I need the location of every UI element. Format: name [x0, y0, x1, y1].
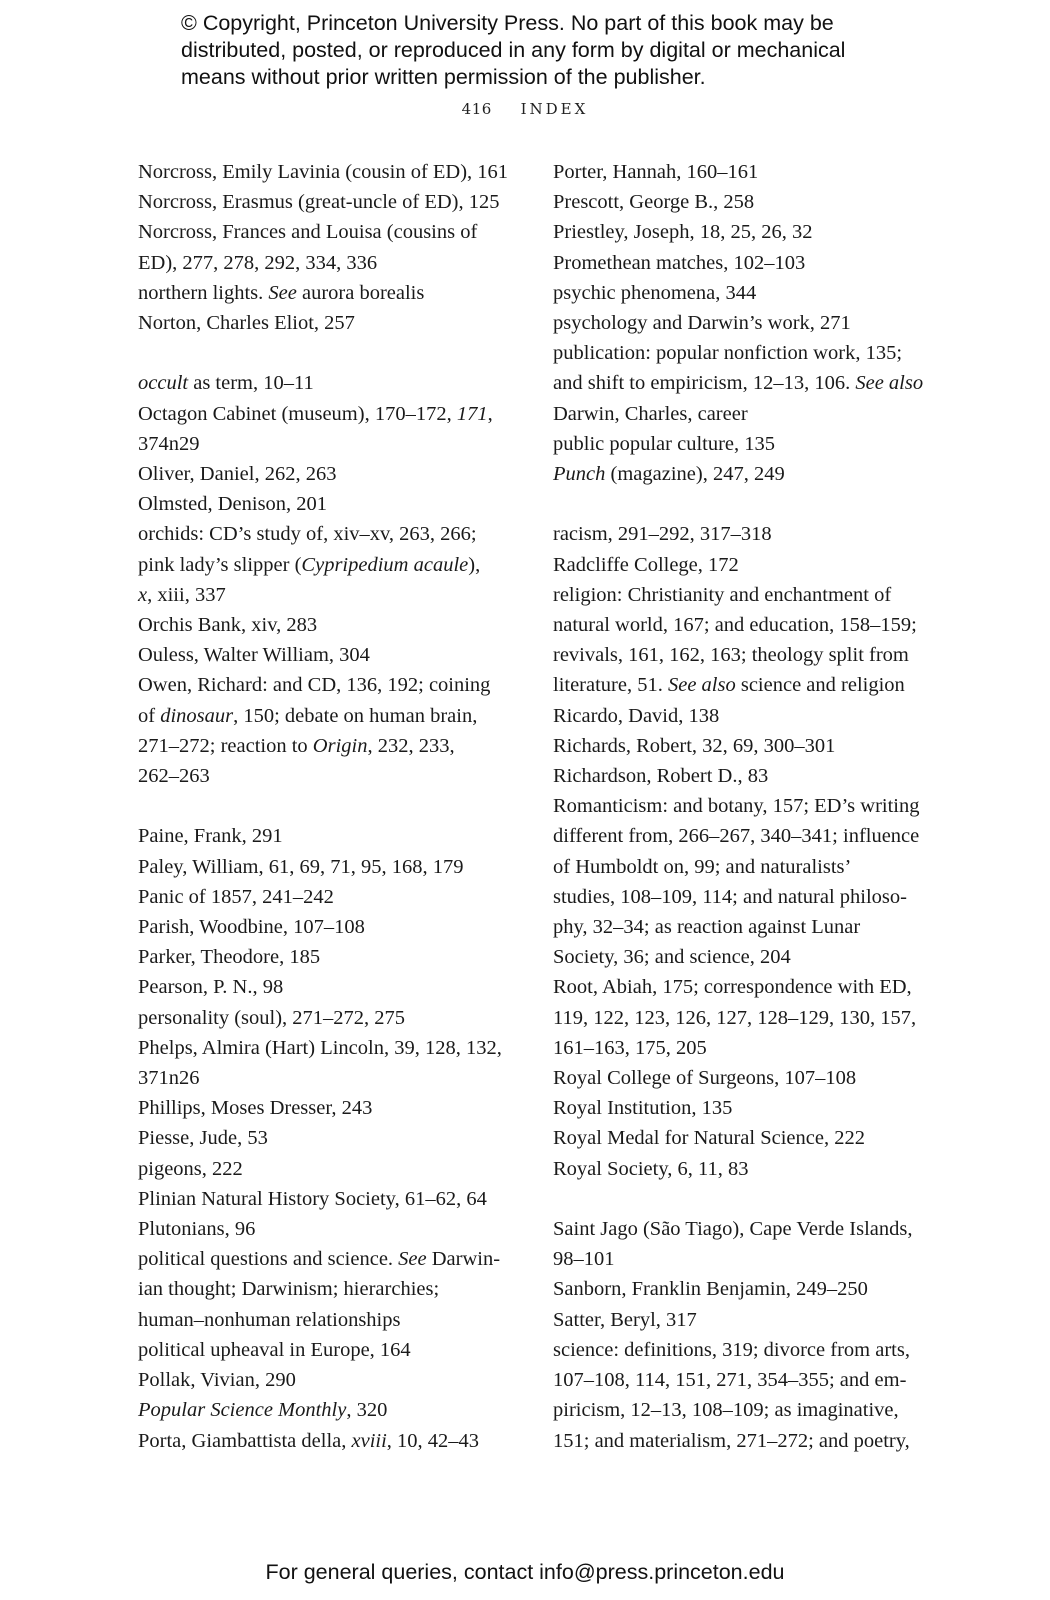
entry-text: , 10, 42–43	[386, 1429, 480, 1452]
index-entry	[553, 217, 925, 247]
page-number: 416	[461, 100, 492, 118]
index-entry-line	[553, 1365, 925, 1395]
index-entry-line	[138, 882, 510, 912]
entry-text: Parish, Woodbine, 107–108	[138, 916, 365, 939]
entry-text: 151; and materialism, 271–272; and poetry,	[553, 1429, 910, 1452]
entry-text: Oliver, Daniel, 262, 263	[138, 463, 337, 486]
index-entry	[138, 912, 510, 942]
index-entry-line	[138, 580, 510, 610]
index-entry-line	[138, 1003, 510, 1033]
index-entry-line	[553, 1003, 925, 1033]
index-entry	[138, 489, 510, 519]
index-entry-line	[553, 399, 925, 429]
entry-text: psychic phenomena, 344	[553, 281, 757, 304]
entry-text: Plutonians, 96	[138, 1218, 256, 1241]
entry-text: Darwin, Charles, career	[553, 402, 748, 425]
index-entry	[553, 550, 925, 580]
index-entry-line	[553, 429, 925, 459]
italic-text: 171	[456, 402, 488, 425]
index-entry-line	[553, 368, 925, 398]
index-entry-line	[553, 308, 925, 338]
index-entry-line	[138, 942, 510, 972]
index-entry	[138, 1244, 510, 1335]
italic-text: Origin	[312, 734, 368, 757]
entry-text: different from, 266–267, 340–341; influence	[553, 825, 920, 848]
entry-text: Royal College of Surgeons, 107–108	[553, 1067, 857, 1090]
index-entry-line	[553, 338, 925, 368]
index-entry	[138, 1093, 510, 1123]
entry-text: publication: popular nonfiction work, 135;	[553, 342, 903, 365]
index-entry-line	[138, 519, 510, 549]
index-entry-line	[138, 308, 510, 338]
index-entry	[138, 1033, 510, 1093]
index-entry-line	[553, 580, 925, 610]
index-entry-line	[553, 278, 925, 308]
entry-text: 271–272; reaction to	[138, 734, 313, 757]
index-entry	[138, 1426, 510, 1456]
index-entry	[138, 1003, 510, 1033]
index-entry-line	[553, 1063, 925, 1093]
entry-text: Porter, Hannah, 160–161	[553, 161, 759, 183]
entry-text: Phillips, Moses Dresser, 243	[138, 1097, 373, 1120]
index-entry-line	[553, 821, 925, 851]
index-column-right	[553, 157, 925, 1456]
index-entry	[138, 1154, 510, 1184]
index-entry	[138, 1184, 510, 1214]
index-entry	[138, 368, 510, 398]
index-entry-line	[553, 731, 925, 761]
entry-text: personality (soul), 271–272, 275	[138, 1006, 406, 1029]
italic-text: xviii	[351, 1429, 387, 1452]
index-entry-line	[138, 248, 510, 278]
index-entry-line	[138, 731, 510, 761]
index-entry-line	[138, 217, 510, 247]
index-entry	[553, 459, 925, 489]
index-entry-line	[138, 459, 510, 489]
index-entry	[553, 761, 925, 791]
index-entry-line	[553, 459, 925, 489]
copyright-notice	[181, 10, 941, 91]
entry-text: religion: Christianity and enchantment of	[553, 583, 892, 606]
index-entry	[553, 1274, 925, 1304]
index-entry	[138, 882, 510, 912]
index-entry-line	[138, 1033, 510, 1063]
index-entry	[553, 972, 925, 1063]
index-entry	[553, 791, 925, 972]
entry-text: literature, 51.	[553, 674, 668, 697]
italic-text: See also	[667, 674, 736, 697]
index-entry-line	[138, 1123, 510, 1153]
entry-text: Panic of 1857, 241–242	[138, 885, 334, 908]
index-entry	[138, 519, 510, 610]
entry-text: Porta, Giambattista della,	[138, 1429, 352, 1452]
index-entry	[138, 972, 510, 1002]
index-entry	[553, 731, 925, 761]
index-entry-line	[553, 1033, 925, 1063]
entry-text: Radcliffe College, 172	[553, 553, 739, 576]
index-entry-line	[138, 1184, 510, 1214]
entry-text: public popular culture, 135	[553, 432, 776, 455]
entry-text: ),	[468, 553, 481, 576]
index-entry-line	[138, 1426, 510, 1456]
index-entry-line	[553, 852, 925, 882]
index-entry-line	[138, 1305, 510, 1335]
italic-text: See	[268, 281, 297, 304]
index-entry-line	[138, 429, 510, 459]
index-entry-line	[138, 1214, 510, 1244]
entry-text: political upheaval in Europe, 164	[138, 1338, 411, 1361]
entry-text: 98–101	[553, 1248, 615, 1271]
index-entry-line	[553, 1123, 925, 1153]
entry-text: Richards, Robert, 32, 69, 300–301	[553, 734, 836, 757]
index-entry-line	[553, 942, 925, 972]
entry-text: Darwin-	[426, 1248, 501, 1271]
index-entry	[553, 308, 925, 338]
entry-text: science and religion	[735, 674, 905, 697]
index-entry	[553, 1154, 925, 1184]
entry-text: , 320	[346, 1399, 388, 1422]
entry-text: Richardson, Robert D., 83	[553, 765, 769, 788]
entry-text: 262–263	[138, 765, 210, 788]
entry-text: natural world, 167; and education, 158–159;	[553, 614, 917, 637]
entry-text: 161–163, 175, 205	[553, 1036, 707, 1059]
index-entry	[138, 852, 510, 882]
index-entry	[553, 278, 925, 308]
index-entry-line	[138, 640, 510, 670]
index-entry-line	[138, 610, 510, 640]
index-entry-line	[138, 399, 510, 429]
index-entry-line	[138, 1244, 510, 1274]
entry-text: of	[138, 704, 161, 727]
entry-text: ian thought; Darwinism; hierarchies;	[138, 1278, 440, 1301]
index-entry-line	[553, 248, 925, 278]
entry-text: Octagon Cabinet (museum), 170–172,	[138, 402, 457, 425]
entry-text: Parker, Theodore, 185	[138, 946, 321, 969]
entry-text: Royal Society, 6, 11, 83	[553, 1157, 749, 1180]
entry-text: Root, Abiah, 175; correspondence with ED,	[553, 976, 912, 999]
index-entry	[553, 248, 925, 278]
index-entry-line	[138, 972, 510, 1002]
index-entry	[138, 187, 510, 217]
index-entry-line	[553, 217, 925, 247]
index-entry-line	[553, 610, 925, 640]
entry-text: Norcross, Emily Lavinia (cousin of ED), 161	[138, 161, 509, 183]
index-entry-line	[138, 761, 510, 791]
index-entry-line	[553, 1426, 925, 1456]
entry-text: Priestley, Joseph, 18, 25, 26, 32	[553, 221, 813, 244]
index-entry-line	[138, 1395, 510, 1425]
index-entry-line	[553, 1244, 925, 1274]
entry-text: as term, 10–11	[188, 372, 314, 395]
index-entry	[138, 278, 510, 308]
entry-text: orchids: CD’s study of, xiv–xv, 263, 266;	[138, 523, 477, 546]
entry-text: northern lights.	[138, 281, 269, 304]
index-entry	[553, 1305, 925, 1335]
entry-text: Norcross, Frances and Louisa (cousins of	[138, 221, 478, 244]
index-entry-line	[138, 1335, 510, 1365]
index-entry-line	[138, 701, 510, 731]
copyright-line: means without prior written permission of the publisher.	[181, 65, 706, 89]
index-entry	[138, 1214, 510, 1244]
entry-text: 371n26	[138, 1067, 200, 1090]
entry-text: political questions and science.	[138, 1248, 399, 1271]
index-entry-line	[553, 1274, 925, 1304]
index-entry-line	[553, 1154, 925, 1184]
index-entry-line	[138, 1093, 510, 1123]
entry-text: Prescott, George B., 258	[553, 191, 755, 214]
index-entry-line	[553, 519, 925, 549]
index-entry	[553, 429, 925, 459]
index-entry	[138, 308, 510, 338]
entry-text: science: definitions, 319; divorce from arts,	[553, 1338, 910, 1361]
entry-text: aurora borealis	[296, 281, 425, 304]
index-entry-line	[138, 187, 510, 217]
index-entry	[553, 187, 925, 217]
index-entry	[138, 821, 510, 851]
entry-text: psychology and Darwin’s work, 271	[553, 312, 851, 335]
index-entry	[553, 519, 925, 549]
entry-text: Promethean matches, 102–103	[553, 251, 806, 274]
index-entry-line	[138, 550, 510, 580]
index-entry	[138, 1123, 510, 1153]
entry-text: Saint Jago (São Tiago), Cape Verde Islands,	[553, 1218, 913, 1241]
index-entry-line	[553, 1214, 925, 1244]
entry-text: Pearson, P. N., 98	[138, 976, 284, 999]
italic-text: x	[138, 583, 148, 606]
index-entry	[138, 1335, 510, 1365]
italic-text: See also	[855, 372, 924, 395]
entry-text: ED), 277, 278, 292, 334, 336	[138, 251, 378, 274]
index-entry-line	[138, 157, 510, 187]
index-entry-line	[138, 821, 510, 851]
entry-text: studies, 108–109, 114; and natural philoso-	[553, 885, 907, 908]
index-entry-line	[553, 640, 925, 670]
index-entry-line	[553, 912, 925, 942]
index-entry	[553, 1214, 925, 1274]
index-entry-line	[553, 187, 925, 217]
letter-group-gap	[138, 338, 510, 368]
index-entry	[553, 157, 925, 187]
running-head	[0, 100, 1050, 118]
index-entry	[138, 610, 510, 640]
entry-text: Romanticism: and botany, 157; ED’s writing	[553, 795, 920, 818]
index-entry-line	[138, 670, 510, 700]
index-entry-line	[553, 761, 925, 791]
index-entry	[138, 942, 510, 972]
entry-text: Norcross, Erasmus (great-uncle of ED), 125	[138, 191, 500, 214]
entry-text: Piesse, Jude, 53	[138, 1127, 268, 1150]
entry-text: , 150; debate on human brain,	[233, 704, 478, 727]
index-entry-line	[138, 912, 510, 942]
index-entry	[553, 1335, 925, 1456]
index-entry-line	[138, 1274, 510, 1304]
entry-text: Norton, Charles Eliot, 257	[138, 312, 355, 335]
index-entry-line	[138, 1063, 510, 1093]
index-entry-line	[138, 368, 510, 398]
index-entry	[138, 157, 510, 187]
entry-text: racism, 291–292, 317–318	[553, 523, 772, 546]
index-entry	[138, 217, 510, 277]
italic-text: occult	[138, 372, 189, 395]
entry-text: Owen, Richard: and CD, 136, 192; coining	[138, 674, 491, 697]
entry-text: Paley, William, 61, 69, 71, 95, 168, 179	[138, 855, 464, 878]
index-entry	[138, 640, 510, 670]
copyright-line: © Copyright, Princeton University Press. No part of this book may be	[181, 11, 834, 35]
index-entry-line	[138, 489, 510, 519]
entry-text: of Humboldt on, 99; and naturalists’	[553, 855, 852, 878]
index-entry-line	[553, 972, 925, 1002]
entry-text: Olmsted, Denison, 201	[138, 493, 328, 516]
index-column-left	[138, 157, 510, 1456]
letter-group-gap	[553, 1184, 925, 1214]
entry-text: human–nonhuman relationships	[138, 1308, 401, 1331]
section-title: INDEX	[520, 100, 589, 118]
index-entry-line	[553, 1395, 925, 1425]
index-entry-line	[138, 852, 510, 882]
entry-text: , 232, 233,	[367, 734, 455, 757]
entry-text: and shift to empiricism, 12–13, 106.	[553, 372, 856, 395]
entry-text: ,	[487, 402, 493, 425]
entry-text: Royal Medal for Natural Science, 222	[553, 1127, 865, 1150]
index-entry	[138, 399, 510, 459]
entry-text: piricism, 12–13, 108–109; as imaginative,	[553, 1399, 899, 1422]
italic-text: dinosaur	[160, 704, 234, 727]
entry-text: 119, 122, 123, 126, 127, 128–129, 130, 157,	[553, 1006, 917, 1029]
entry-text: phy, 32–34; as reaction against Lunar	[553, 916, 861, 939]
index-entry	[553, 1093, 925, 1123]
entry-text: Satter, Beryl, 317	[553, 1308, 697, 1331]
entry-text: Ouless, Walter William, 304	[138, 644, 370, 667]
entry-text: Society, 36; and science, 204	[553, 946, 791, 969]
index-entry-line	[553, 1335, 925, 1365]
index-entry	[553, 338, 925, 429]
index-entry	[138, 459, 510, 489]
entry-text: , xiii, 337	[147, 583, 226, 606]
index-entry	[138, 1365, 510, 1395]
italic-text: Popular Science Monthly	[138, 1399, 347, 1422]
entry-text: Orchis Bank, xiv, 283	[138, 614, 318, 637]
index-entry-line	[138, 1154, 510, 1184]
entry-text: Royal Institution, 135	[553, 1097, 733, 1120]
copyright-line: distributed, posted, or reproduced in any form by digital or mechanical	[181, 38, 846, 62]
italic-text: Punch	[553, 463, 606, 486]
entry-text: Plinian Natural History Society, 61–62, 64	[138, 1187, 487, 1210]
index-entry-line	[553, 550, 925, 580]
entry-text: pigeons, 222	[138, 1157, 243, 1180]
index-entry	[553, 701, 925, 731]
index-entry	[553, 1063, 925, 1093]
entry-text: 107–108, 114, 151, 271, 354–355; and em-	[553, 1369, 907, 1392]
index-entry	[138, 1395, 510, 1425]
entry-text: Sanborn, Franklin Benjamin, 249–250	[553, 1278, 868, 1301]
letter-group-gap	[138, 791, 510, 821]
index-entry	[138, 670, 510, 791]
entry-text: Paine, Frank, 291	[138, 825, 283, 848]
entry-text: Pollak, Vivian, 290	[138, 1369, 296, 1392]
index-entry-line	[553, 1093, 925, 1123]
entry-text: pink lady’s slipper (	[138, 553, 302, 576]
index-entry	[553, 580, 925, 701]
italic-text: See	[398, 1248, 427, 1271]
index-entry-line	[553, 701, 925, 731]
entry-text: Ricardo, David, 138	[553, 704, 720, 727]
entry-text: revivals, 161, 162, 163; theology split from	[553, 644, 909, 667]
entry-text: Phelps, Almira (Hart) Lincoln, 39, 128, 132,	[138, 1036, 502, 1059]
entry-text: 374n29	[138, 432, 200, 455]
index-entry-line	[553, 157, 925, 187]
index-entry-line	[138, 278, 510, 308]
letter-group-gap	[553, 489, 925, 519]
index-entry-line	[553, 882, 925, 912]
index-entry-line	[138, 1365, 510, 1395]
index-entry-line	[553, 1305, 925, 1335]
index-entry-line	[553, 791, 925, 821]
index-entry	[553, 1123, 925, 1153]
italic-text: Cypripedium acaule	[301, 553, 469, 576]
footer-contact: For general queries, contact info@press.princeton.edu	[265, 1560, 785, 1584]
index-entry-line	[553, 670, 925, 700]
entry-text: (magazine), 247, 249	[605, 463, 785, 486]
